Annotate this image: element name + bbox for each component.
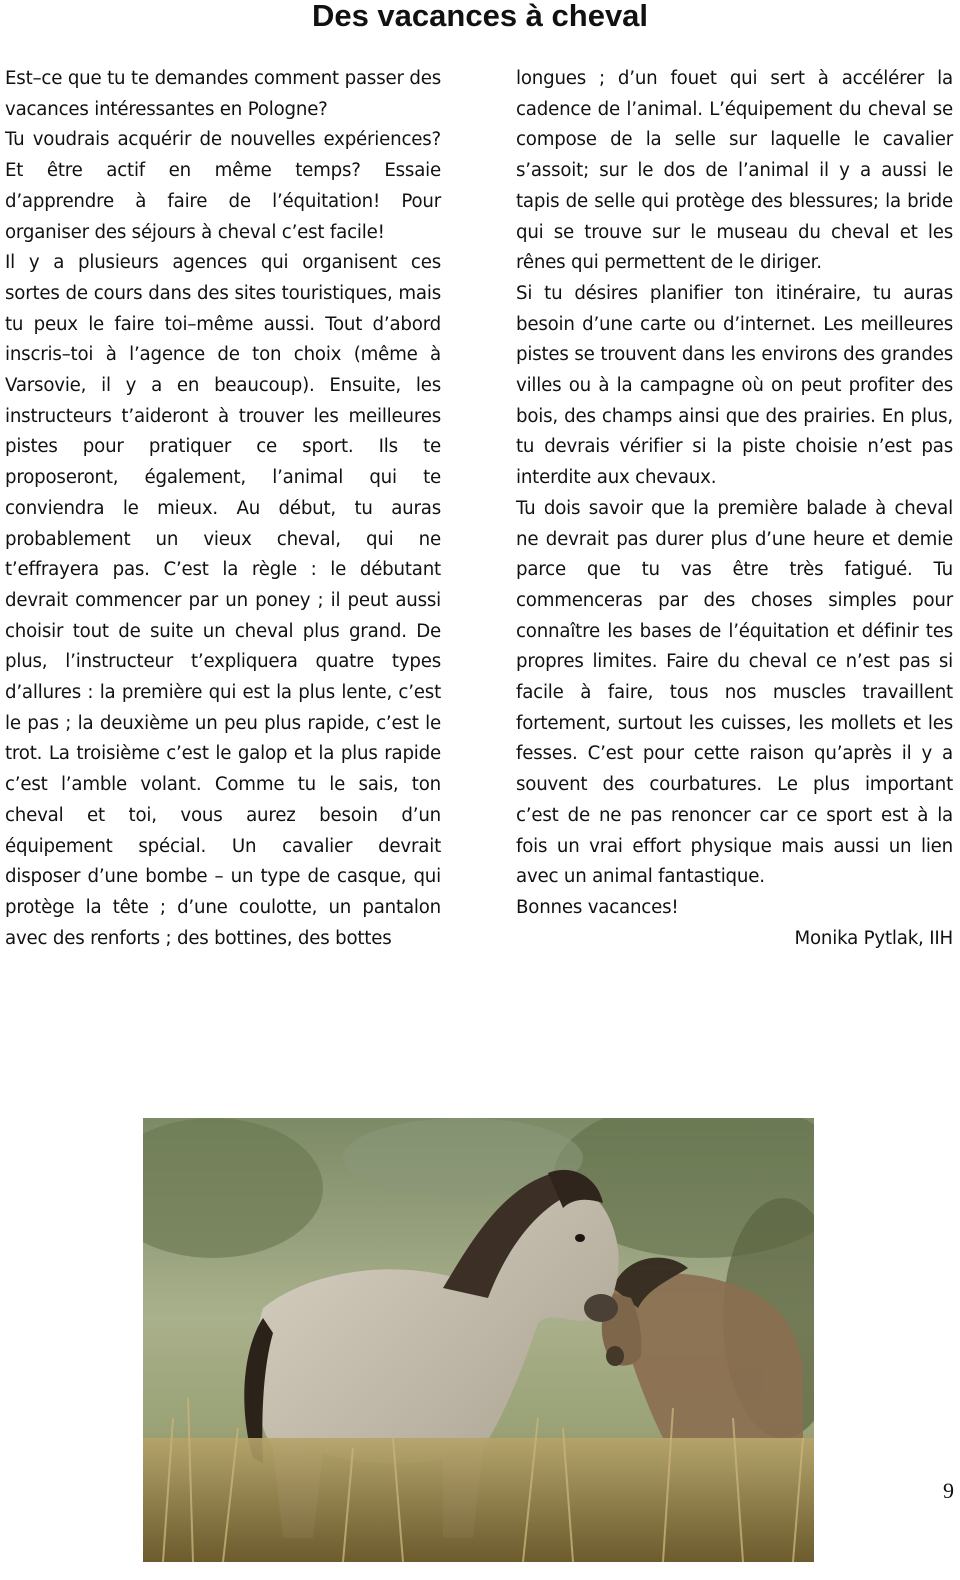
article-title: Des vacances à cheval <box>311 0 649 33</box>
horse-muzzle <box>584 1294 618 1322</box>
left-column <box>5 64 441 954</box>
paragraph: Tu dois savoir que la première balade à cheval ne devrait pas durer plus d’une heure et demie parce que tu vas être très fatigué. Tu commenceras par des choses simples pour connaître les bases de l’équitation et définir tes propres limites. Faire du cheval ce n’est pas si facile à faire, tous nos muscles travaillent fortement, surtout les cuisses, les mollets et les fesses. C’est pour cette raison qu’après il y a souvent des courbatures. Le plus important c’est de ne pas renoncer car ce sport est à la fois un vrai effort physique mais aussi un lien avec un animal fantastique. <box>516 497 953 888</box>
author-signature: Monika Pytlak, IIH <box>794 927 953 949</box>
right-column <box>516 64 953 954</box>
paragraph: Il y a plusieurs agences qui organisent ces sortes de cours dans des sites touristiques, mais tu peux le faire toi–même aussi. Tout d’abord inscris–toi à l’agence de ton choix (même à Varsovie, il y a en beaucoup). Ensuite, les instructeurs t’aideront à trouver les meilleures pistes pour pratiquer ce sport. Ils te proposeront, également, l’animal qui te conviendra le mieux. Au début, tu auras probablement un vieux cheval, qui ne t’effrayera pas. C’est la règle : le débutant devrait commencer par un poney ; il peut aussi choisir tout de suite un cheval plus grand. De plus, l’instructeur t’expliquera quatre types d’allures : la première qui est la plus lente, c’est le pas ; la deuxième un peu plus rapide, c’est le trot. La troisième c’est le galop et la plus rapide c’est l’amble volant. Comme tu le sais, ton cheval et toi, vous aurez besoin d’un équipement spécial. Un cavalier devrait disposer d’une bombe – un type de casque, qui protège la tête ; d’une coulotte, un pantalon avec des renforts ; des bottines, des bottes <box>5 252 441 949</box>
paragraph: Si tu désires planifier ton itinéraire, tu auras besoin d’une carte ou d’internet. Les meilleures pistes se trouvent dans les environs des grandes villes ou à la campagne où on peut profiter des bois, des champs ainsi que des prairies. En plus, tu devrais vérifier si la piste choisie n’est pas interdite aux chevaux. <box>516 282 953 489</box>
paragraph: longues ; d’un fouet qui sert à accélérer la cadence de l’animal. L’équipement du cheval se compose de la selle sur laquelle le cavalier s’assoit; sur le dos de l’animal il y a aussi le tapis de selle qui protège des blessures; la bride qui se trouve sur le museau du cheval et les rênes qui permettent de le diriger. <box>516 68 953 274</box>
paragraph: Tu voudrais acquérir de nouvelles expériences? Et être actif en même temps? Essaie d’apprendre à faire de l’équitation! Pour organiser des séjours à cheval c’est facile! <box>5 129 441 243</box>
page-number: 9 <box>943 1478 954 1503</box>
horses-photo <box>143 1118 814 1562</box>
horses-illustration <box>143 1118 814 1562</box>
horse-eye <box>575 1234 585 1242</box>
grass <box>143 1438 814 1562</box>
paragraph: Est–ce que tu te demandes comment passer des vacances intéressantes en Pologne? <box>5 68 441 120</box>
paragraph: Bonnes vacances! <box>516 896 679 918</box>
